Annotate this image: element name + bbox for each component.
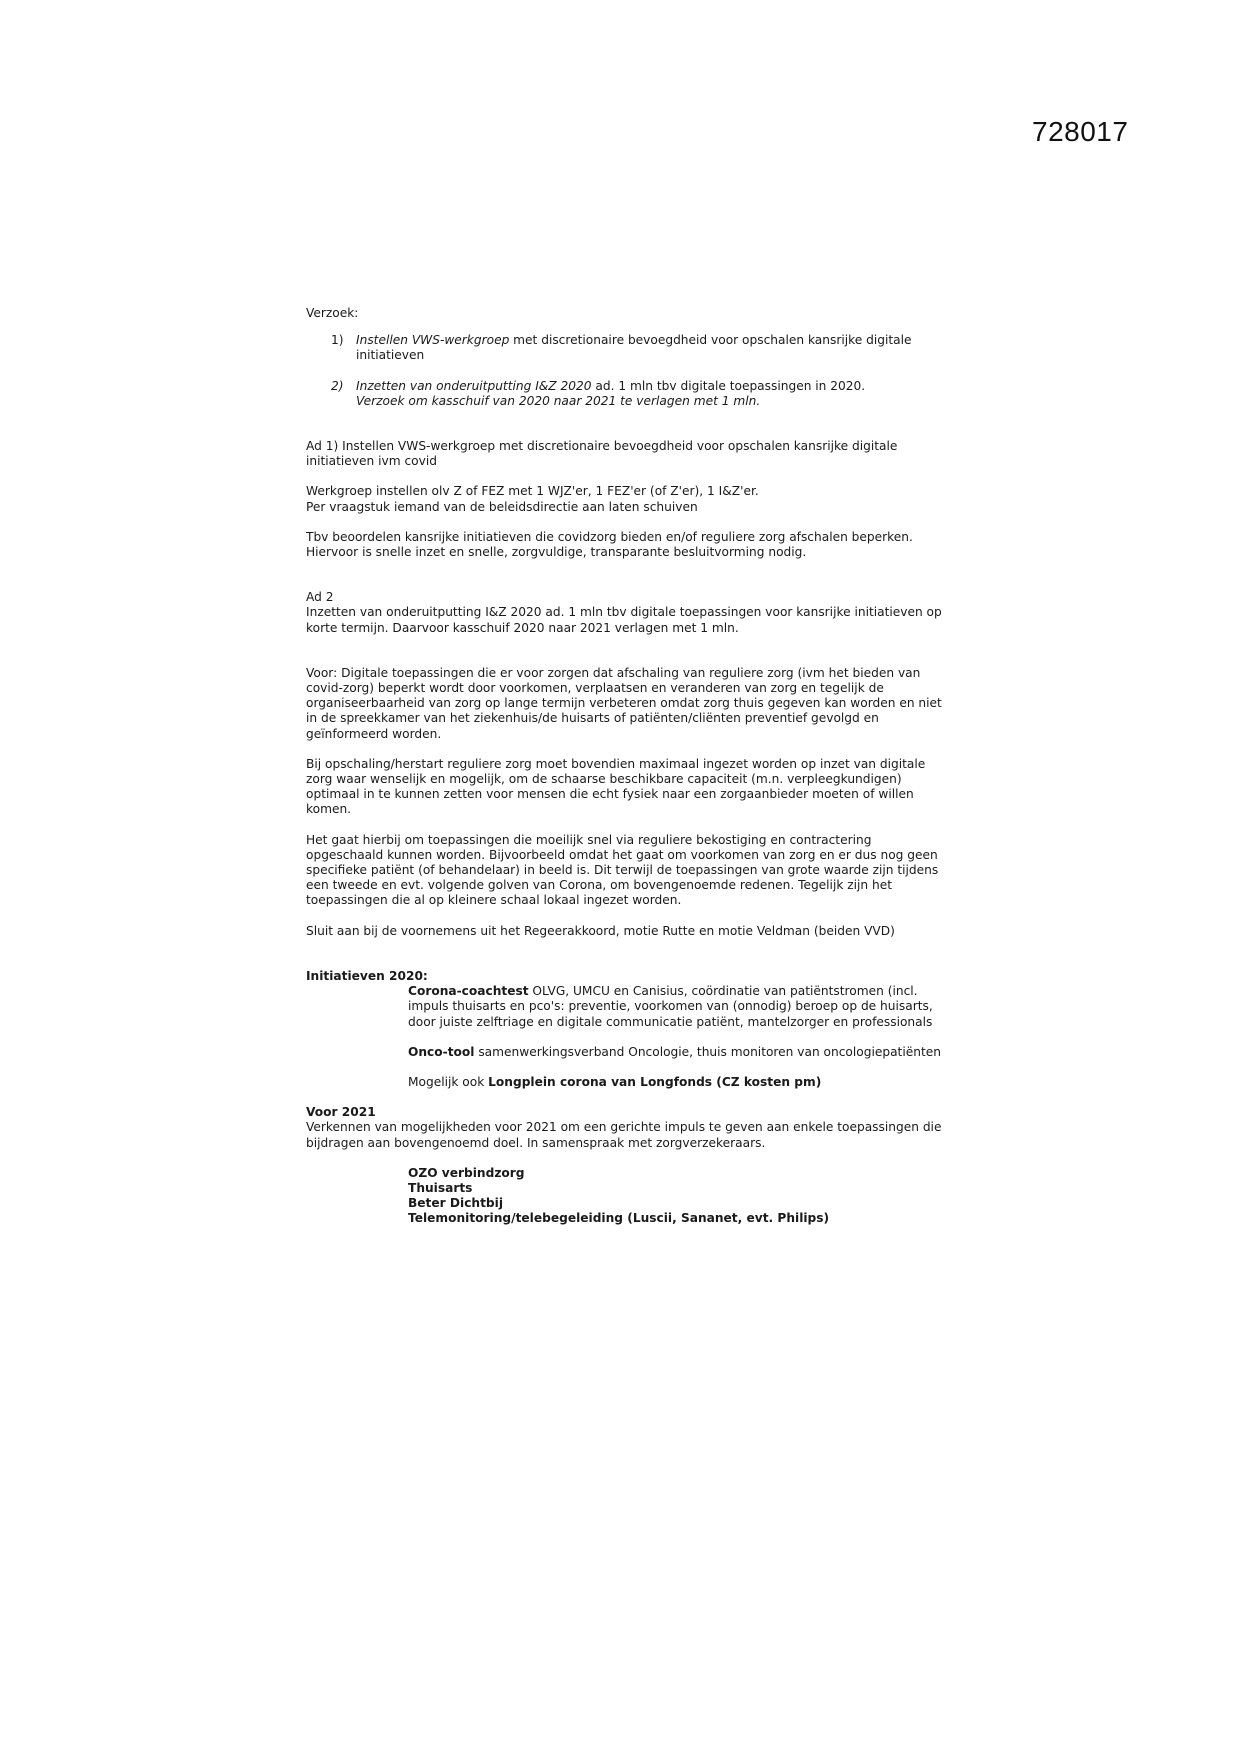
request-number: 2) xyxy=(331,378,344,393)
document-number: 728017 xyxy=(1032,116,1129,147)
request-italic-part: Inzetten van onderuitputting I&Z 2020 xyxy=(356,378,592,393)
request-rest: ad. 1 mln tbv digitale toepassingen in 2020. xyxy=(591,378,866,393)
voor-2021-heading: Voor 2021 xyxy=(306,1105,376,1120)
ad2-text: Inzetten van onderuitputting I&Z 2020 ad. 1 mln tbv digitale toepassingen voor kansrijke initiatieven op korte termijn. Daarvoor kasschuif 2020 naar 2021 verlagen met 1 mln. xyxy=(306,605,942,635)
initiative-corona-coachtest xyxy=(408,984,946,1030)
request-line2: Verzoek om kasschuif van 2020 naar 2021 te verlagen met 1 mln. xyxy=(356,393,761,408)
request-number: 1) xyxy=(331,333,344,348)
list-item: Thuisarts xyxy=(408,1180,473,1195)
initiative-onco-tool xyxy=(408,1045,946,1060)
initiative-description: OLVG, UMCU en Canisius, coördinatie van patiëntstromen (incl. impuls thuisarts en pco's: preventie, voorkomen van (onnodig) beroep op de huisarts, door juiste zelftriage en digitale communicatie patiënt, mantelzorger en professionals xyxy=(408,984,933,1029)
list-item: Beter Dichtbij xyxy=(408,1196,504,1211)
initiative-name: Longplein corona van Longfonds (CZ kosten pm) xyxy=(488,1074,822,1089)
request-item-1 xyxy=(331,333,946,363)
request-rest: met discretionaire bevoegdheid voor opschalen kansrijke digitale initiatieven xyxy=(356,333,912,363)
request-text xyxy=(356,333,946,363)
ad1-heading: Ad 1) Instellen VWS-werkgroep met discretionaire bevoegdheid voor opschalen kansrijke digitale initiatieven ivm covid xyxy=(306,439,898,469)
ad1-p2-line2: Hiervoor is snelle inzet en snelle, zorgvuldige, transparante besluitvorming nodig. xyxy=(306,545,807,560)
document-body xyxy=(306,306,946,1227)
list-item: OZO verbindzorg xyxy=(408,1165,525,1180)
ad1-p1-line2: Per vraagstuk iemand van de beleidsdirectie aan laten schuiven xyxy=(306,499,698,514)
ad1-paragraph-1 xyxy=(306,484,946,514)
ad2-heading: Ad 2 xyxy=(306,590,334,605)
request-italic-part: Instellen VWS-werkgroep xyxy=(356,333,510,348)
voor-paragraph: Voor: Digitale toepassingen die er voor zorgen dat afschaling van reguliere zorg (ivm het bieden van covid-zorg) beperkt wordt door voorkomen, verplaatsen en veranderen van zorg en tegelijk de organiseerbaarheid van zorg op lange termijn verbeteren omdat zorg thuis gegeven kan worden en niet in de spreekkamer van het ziekenhuis/de huisarts of patiënten/cliënten preventief gevolgd en geïnformeerd worden. xyxy=(306,665,942,741)
initiative-longplein xyxy=(408,1075,946,1090)
initiative-name: Corona-coachtest xyxy=(408,984,529,999)
list-item: Telemonitoring/telebegeleiding (Luscii, Sananet, evt. Philips) xyxy=(408,1211,830,1226)
ad1-paragraph-2 xyxy=(306,530,946,560)
sluit-aan-paragraph: Sluit aan bij de voornemens uit het Regeerakkoord, motie Rutte en motie Veldman (beiden VVD) xyxy=(306,923,895,938)
request-item-2 xyxy=(331,379,946,409)
verzoek-label: Verzoek: xyxy=(306,306,359,320)
opschaling-paragraph: Bij opschaling/herstart reguliere zorg moet bovendien maximaal ingezet worden op inzet van digitale zorg waar wenselijk en mogelijk, om de schaarse beschikbare capaciteit (m.n. verpleegkundigen) optimaal in te kunnen zetten voor mensen die echt fysiek naar een zorgaanbieder moeten of willen komen. xyxy=(306,756,926,817)
initiatieven-heading: Initiatieven 2020: xyxy=(306,968,428,983)
request-list xyxy=(306,333,946,409)
voor-2021-text: Verkennen van mogelijkheden voor 2021 om een gerichte impuls te geven aan enkele toepassingen die bijdragen aan bovengenoemd doel. In samenspraak met zorgverzekeraars. xyxy=(306,1120,942,1150)
initiative-prefix: Mogelijk ook xyxy=(408,1074,489,1089)
toepassingen-paragraph: Het gaat hierbij om toepassingen die moeilijk snel via reguliere bekostiging en contractering opgeschaald kunnen worden. Bijvoorbeeld omdat het gaat om voorkomen van zorg en er dus nog geen specifieke patiënt (of behandelaar) in beeld is. Dit terwijl de toepassingen van grote waarde zijn tijdens een tweede en evt. volgende golven van Corona, om bovengenoemde redenen. Tegelijk zijn het toepassingen die al op kleinere schaal lokaal ingezet worden. xyxy=(306,832,939,908)
request-text xyxy=(356,379,946,409)
initiative-name: Onco-tool xyxy=(408,1044,475,1059)
initiative-description: samenwerkingsverband Oncologie, thuis monitoren van oncologiepatiënten xyxy=(474,1044,941,1059)
ad1-p1-line1: Werkgroep instellen olv Z of FEZ met 1 WJZ'er, 1 FEZ'er (of Z'er), 1 I&Z'er. xyxy=(306,484,759,499)
voor-2021-list xyxy=(408,1166,946,1227)
ad1-p2-line1: Tbv beoordelen kansrijke initiatieven die covidzorg bieden en/of reguliere zorg afschalen beperken. xyxy=(306,529,913,544)
initiatieven-list xyxy=(408,984,946,1090)
